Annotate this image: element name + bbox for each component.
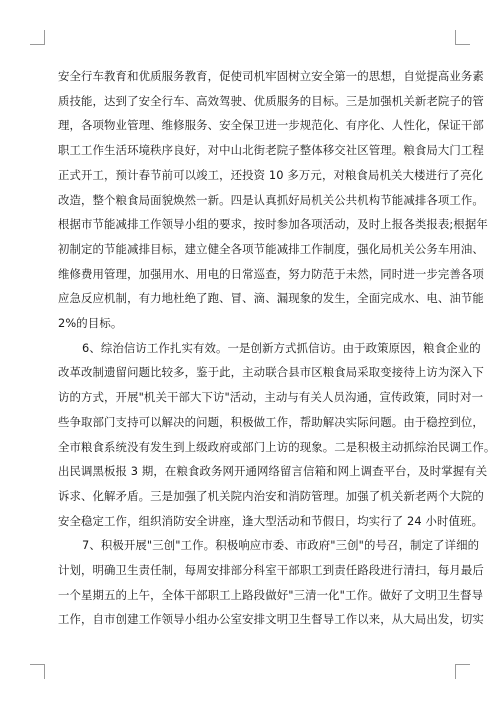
crop-mark-bottom-left (30, 664, 45, 679)
text-line: 安全行车教育和优质服务教育，促使司机牢固树立安全第一的思想，自觉提高业务素 (58, 69, 484, 83)
text-line: 职工工作生活环境秩序良好，对中山北街老院子整体移交社区管理。粮食局大门工程 (58, 143, 484, 158)
paragraph-heading-line: 6、综治信访工作扎实有效。一是创新方式抓信访。由于政策原因，粮食企业的 (82, 340, 481, 355)
text-line: 质技能，达到了安全行车、高效驾驶、优质服务的目标。三是加强机关新老院子的管 (58, 93, 484, 108)
text-line: 全市粮食系统没有发生到上级政府或部门上访的现象。二是积极主动抓综治民调工作。 (58, 439, 496, 454)
text-line: 改造，整个粮食局面貌焕然一新。四是认真抓好局机关公共机构节能减排各项工作。 (58, 192, 484, 207)
text-line: 计划，明确卫生责任制，每周安排部分科室干部职工到责任路段进行清扫，每月最后 (58, 563, 484, 578)
text-line: 根据市节能减排工作领导小组的要求，按时参加各项活动，及时上报各类报表;根据年 (58, 217, 488, 232)
paragraph-heading-line: 7、积极开展"三创"工作。积极响应市委、市政府"三创"的号召，制定了详细的 (82, 538, 480, 553)
text-line: 初制定的节能减排目标，建立健全各项节能减排工作制度，强化局机关公务车用油、 (58, 241, 484, 256)
paragraph-safety-management (58, 64, 488, 336)
text-line: 维修费用管理，加强用水、用电的日常巡查，努力防范于未然，同时进一步完善各项 (58, 266, 484, 281)
body-text (58, 64, 496, 632)
text-line: 诉求、化解矛盾。三是加强了机关院内治安和消防管理。加强了机关新老两个大院的 (58, 488, 484, 503)
text-line: 理，各项物业管理、维修服务、安全保卫进一步规范化、有序化、人性化，保证干部 (58, 118, 484, 133)
text-line: 正式开工，预计春节前可以竣工，还投资 10 多万元，对粮食局机关大楼进行了亮化 (58, 167, 484, 182)
crop-mark-bottom-right (455, 664, 470, 679)
text-line: 应急反应机制，有力地杜绝了跑、冒、滴、漏现象的发生，全面完成水、电、油节能 (58, 291, 484, 306)
text-line: 些争取部门支持可以解决的问题，积极做工作，帮助解决实际问题。由于稳控到位， (58, 414, 484, 429)
text-line: 工作，自市创建工作领导小组办公室安排文明卫生督导工作以来，从大局出发，切实 (58, 612, 484, 627)
text-line: 访的方式，开展"机关干部大下访"活动，主动与有关人员沟通，宣传政策，同时对一 (58, 390, 484, 405)
paragraph-petition-work (58, 336, 496, 534)
paragraph-three-creations (58, 533, 484, 632)
text-line: 出民调黑板报 3 期，在粮食政务网开通网络留言信箱和网上调查平台，及时掌握有关 (58, 464, 488, 479)
crop-mark-top-left (30, 30, 45, 45)
text-line: 改革改制遗留问题比较多，鉴于此，主动联合县市区粮食局采取变接待上访为深入下 (58, 365, 484, 380)
text-line: 安全稳定工作，组织消防安全讲座，逢大型活动和节假日，均实行了 24 小时值班。 (58, 513, 484, 528)
text-line: 2%的目标。 (58, 316, 123, 331)
text-line: 一个星期五的上午，全体干部职工上路段做好"三清一化"工作。做好了文明卫生督导 (58, 587, 484, 602)
crop-mark-top-right (455, 30, 470, 45)
